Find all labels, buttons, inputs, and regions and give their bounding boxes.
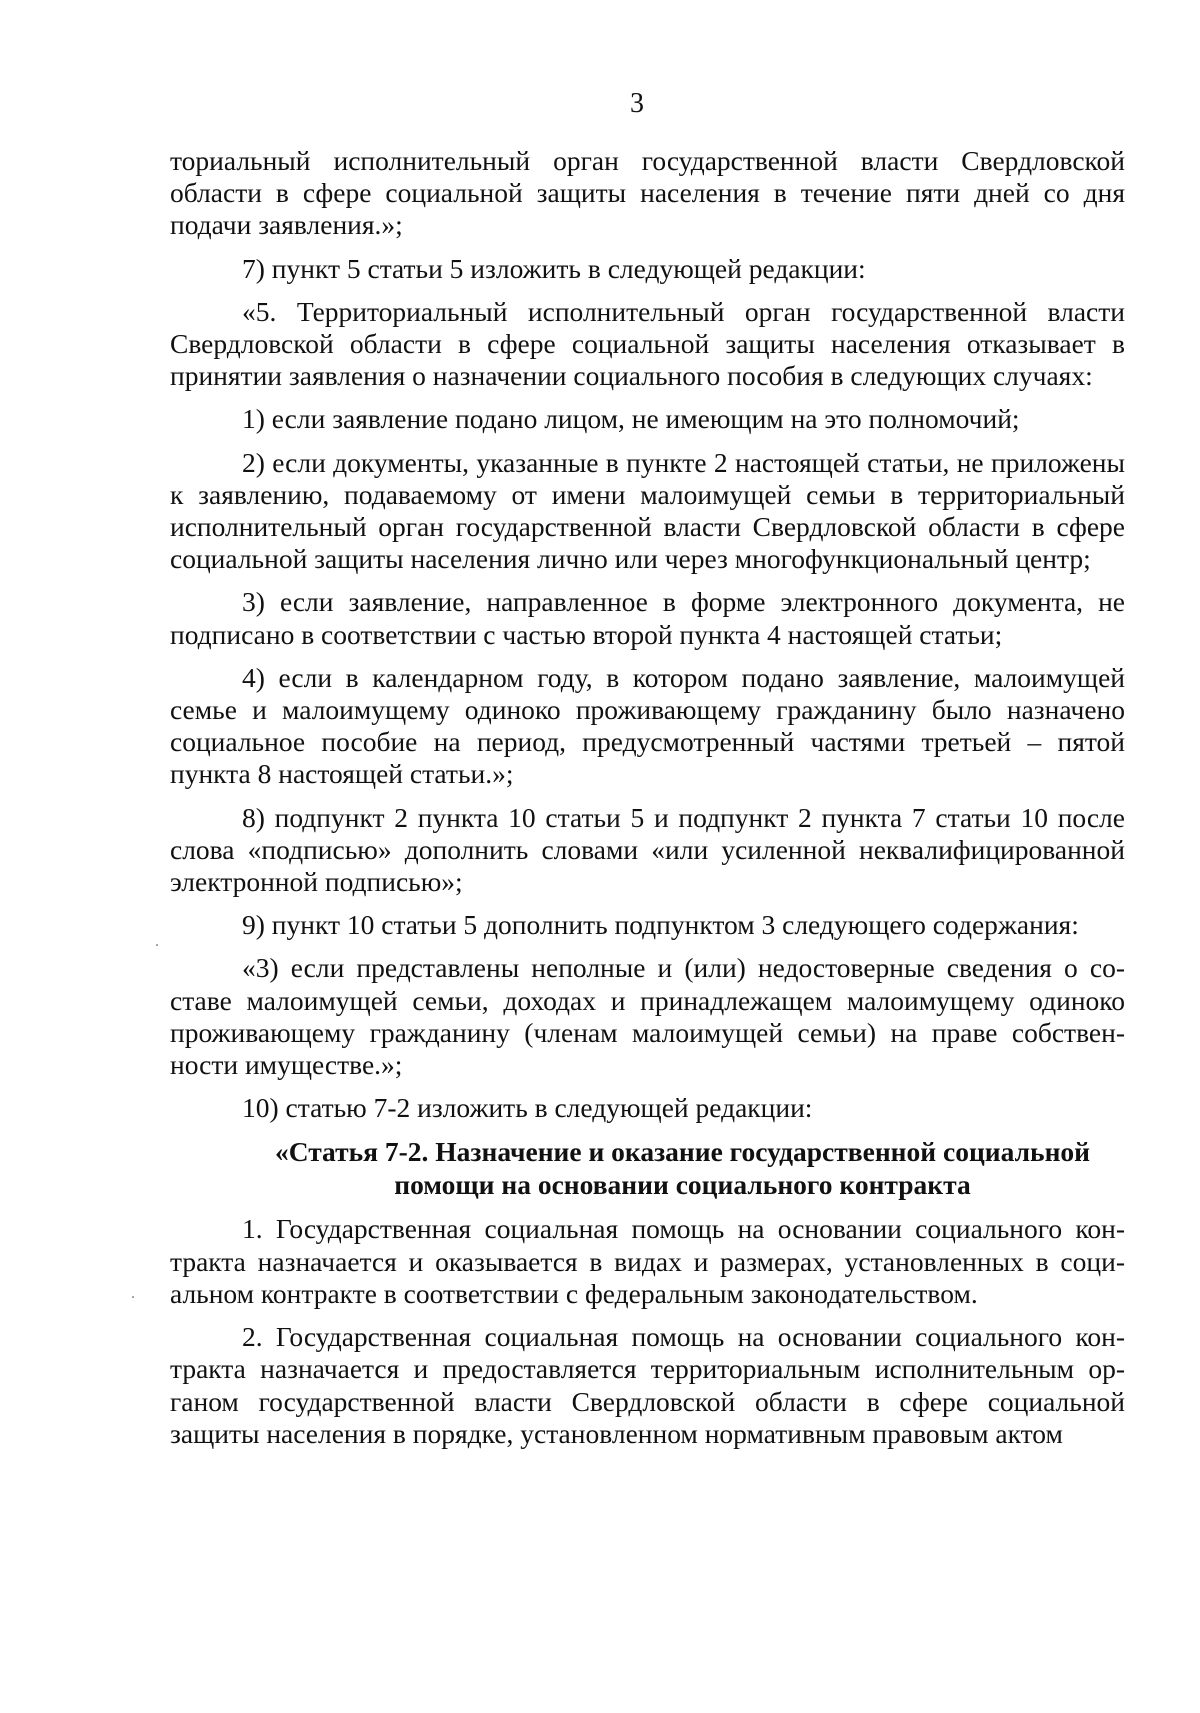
page-number: 3: [630, 88, 644, 119]
scan-speck: [132, 1296, 134, 1298]
article-heading-line-2: помощи на основании социального контракта: [394, 1169, 971, 1201]
paragraph-article-point-2: 2. Государственная социальная помощь на основании социального контракта назначается и предоставляется территориальным исполнительным органом государственной власти Свердловской области в сфере социальной защиты населения в порядке, установленном нормативным правовым актом: [170, 1321, 1125, 1449]
paragraph-subitem-2: 2) если документы, указанные в пункте 2 настоящей статьи, не приложены к заявлению, подаваемому от имени малоимущей семьи в территориальный исполнительный орган государственной власти Свердловской области в сфере социальной защиты населения лично или через многофункциональный центр;: [170, 446, 1125, 575]
document-body: [170, 145, 1125, 1461]
paragraph-article-point-1: 1. Государственная социальная помощь на основании социального контракта назначается и оказывается в видах и размерах, установленных в социальном контракте в соответствии с федеральным законодательством.: [170, 1213, 1125, 1309]
paragraph-subitem-1: 1) если заявление подано лицом, не имеющим на это полномочий;: [242, 403, 1020, 435]
article-heading: [170, 1135, 1125, 1201]
paragraph-item-8: 8) подпункт 2 пункта 10 статьи 5 и подпункт 2 пункта 7 статьи 10 после слова «подписью» дополнить словами «или усиленной неквалифицированной электронной подписью»;: [170, 801, 1125, 898]
paragraph-subitem-4: 4) если в календарном году, в котором подано заявление, малоимущей семье и малоимущему одиноко проживающему гражданину было назначено социальное пособие на период, предусмотренный частями третьей – пятой пункта 8 настоящей статьи.»;: [170, 661, 1125, 790]
paragraph-quote-point-5: «5. Территориальный исполнительный орган государственной власти Свердловской области в сфере социальной защиты населения отказывает в принятии заявления о назначении социального пособия в следующих случаях:: [170, 295, 1125, 392]
scan-speck: [156, 944, 158, 946]
paragraph-item-7: 7) пункт 5 статьи 5 изложить в следующей редакции:: [242, 252, 866, 284]
paragraph-subitem-3: 3) если заявление, направленное в форме электронного документа, не подписано в соответствии с частью второй пункта 4 настоящей статьи;: [170, 586, 1125, 650]
paragraph-quote-subitem-3: «3) если представлены неполные и (или) недостоверные сведения о составе малоимущей семьи, доходах и принадлежащем малоимущему одиноко проживающему гражданину (членам малоимущей семьи) на праве собственности имуществе.»;: [170, 952, 1125, 1081]
paragraph-item-9: 9) пункт 10 статьи 5 дополнить подпунктом 3 следующего содержания:: [242, 909, 1079, 941]
paragraph-item-10: 10) статью 7-2 изложить в следующей редакции:: [242, 1092, 813, 1124]
paragraph-continuation: ториальный исполнительный орган государственной власти Свердловской области в сфере социальной защиты населения в течение пяти дней со дня подачи заявления.»;: [170, 145, 1125, 241]
article-heading-line-1: «Статья 7-2. Назначение и оказание государственной социальной: [274, 1136, 1091, 1168]
